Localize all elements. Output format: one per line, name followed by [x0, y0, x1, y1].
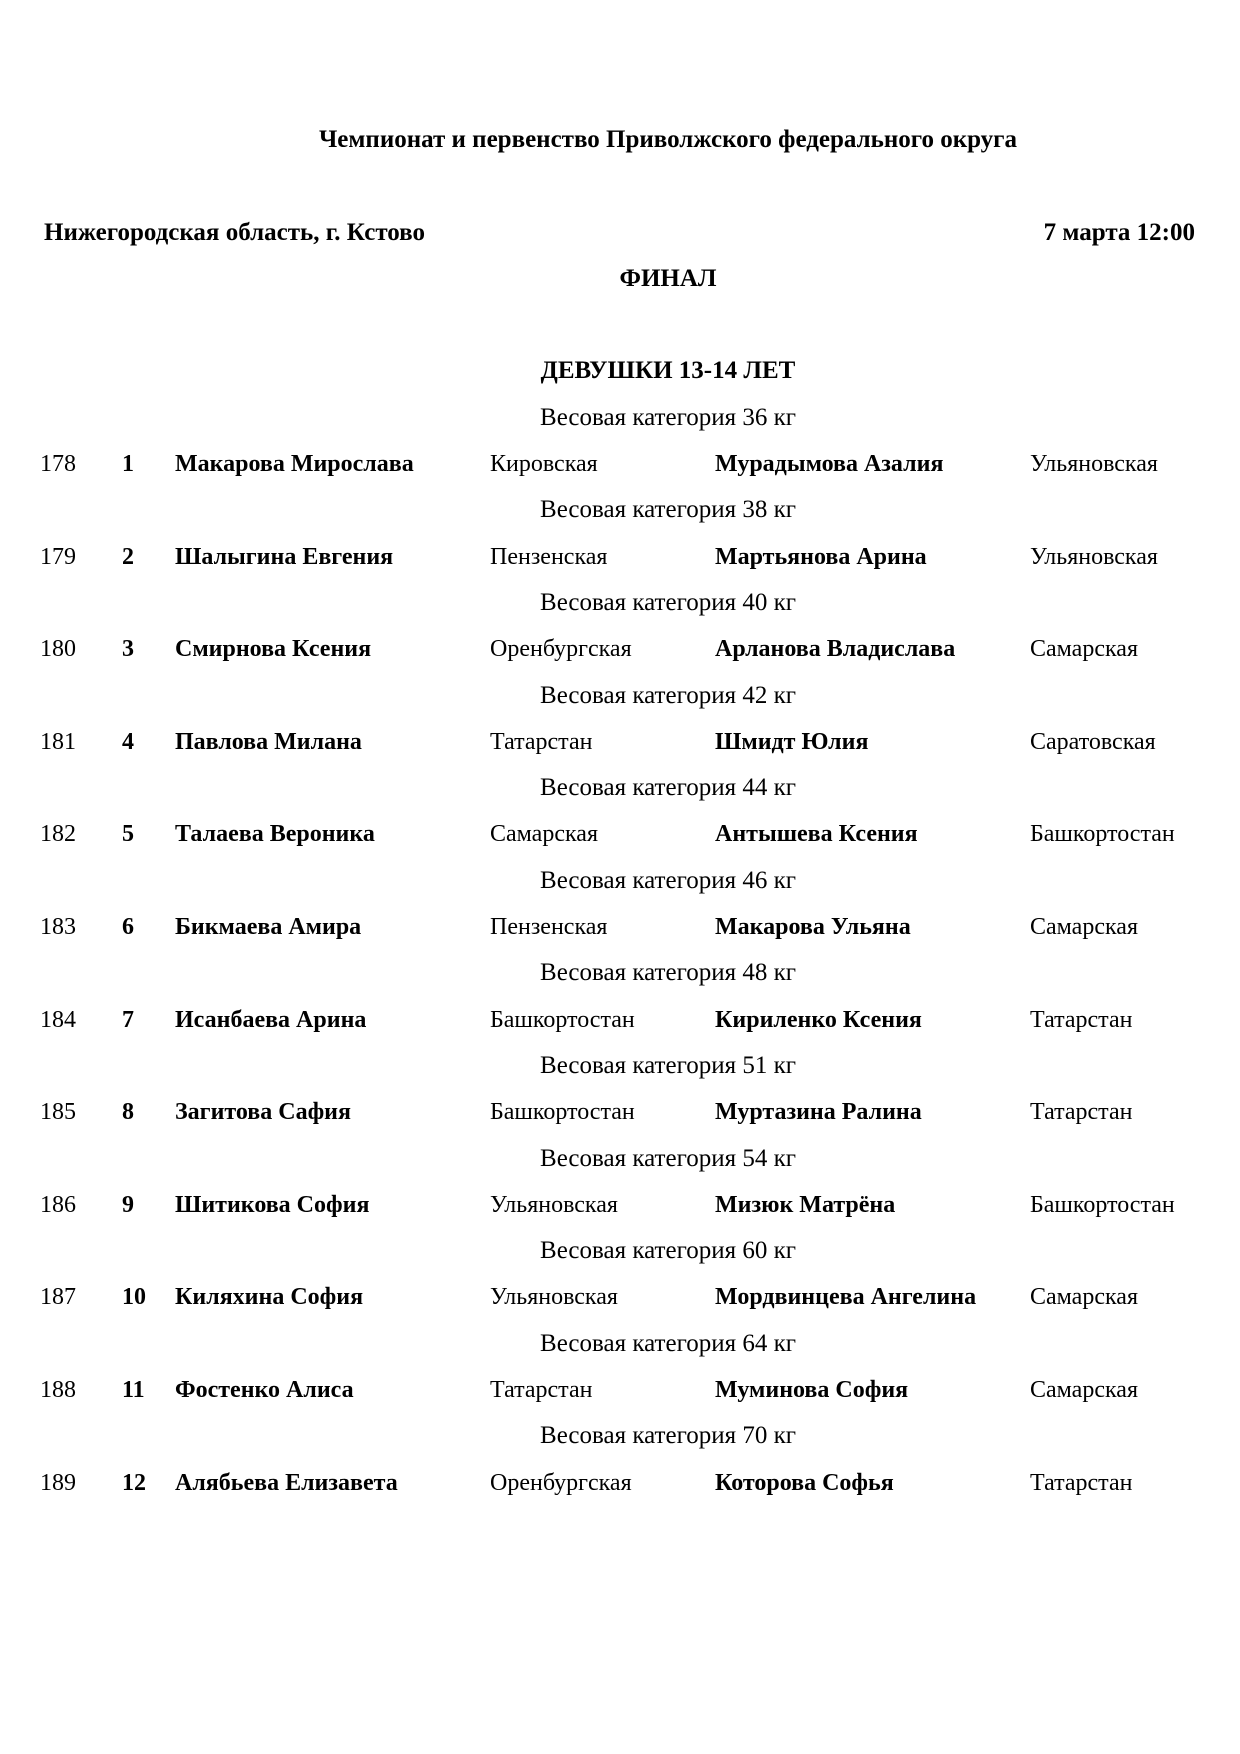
bout-row: [0, 626, 1240, 672]
athlete1-name: Смирнова Ксения: [175, 636, 372, 663]
weight-category-label: Весовая категория 60 кг: [540, 1237, 796, 1265]
athlete2-name: Мурадымова Азалия: [715, 451, 944, 478]
athlete1-name: Макарова Мирослава: [175, 451, 414, 478]
weight-category-label: Весовая категория 64 кг: [540, 1329, 796, 1357]
bout-order-number: 179: [40, 543, 76, 570]
location-date-line: [0, 210, 1240, 256]
athlete2-name: Мартьянова Арина: [715, 543, 927, 570]
athlete1-name: Бикмаева Амира: [175, 914, 362, 941]
athlete2-region: Татарстан: [1030, 1006, 1133, 1033]
bout-number: 7: [122, 1006, 134, 1033]
weight-category-label: Весовая категория 38 кг: [540, 496, 796, 524]
bout-row: [0, 534, 1240, 580]
athlete1-name: Талаева Вероника: [175, 821, 375, 848]
age-group-title: ДЕВУШКИ 13-14 ЛЕТ: [540, 357, 796, 385]
athlete1-name: Шитикова София: [175, 1191, 370, 1218]
athlete2-name: Кириленко Ксения: [715, 1006, 922, 1033]
bout-row: [0, 997, 1240, 1043]
event-datetime: 7 марта 12:00: [1043, 218, 1195, 246]
weight-category-label: Весовая категория 54 кг: [540, 1144, 796, 1172]
athlete2-region: Ульяновская: [1030, 451, 1158, 478]
bout-number: 1: [122, 451, 134, 478]
event-location: Нижегородская область, г. Кстово: [44, 218, 425, 246]
bout-row: [0, 1182, 1240, 1228]
athlete2-name: Муртазина Ралина: [715, 1099, 922, 1126]
weight-category-label: Весовая категория 51 кг: [540, 1051, 796, 1079]
athlete2-region: Ульяновская: [1030, 543, 1158, 570]
bout-order-number: 186: [40, 1191, 76, 1218]
athlete1-name: Шалыгина Евгения: [175, 543, 394, 570]
athlete2-region: Самарская: [1030, 1377, 1138, 1404]
athlete1-region: Пензенская: [490, 543, 608, 570]
athlete1-name: Загитова Сафия: [175, 1099, 351, 1126]
bout-order-number: 178: [40, 451, 76, 478]
bout-row: [0, 904, 1240, 950]
athlete1-name: Исанбаева Арина: [175, 1006, 367, 1033]
bouts-list: [0, 395, 1240, 1506]
athlete1-region: Оренбургская: [490, 636, 632, 663]
athlete1-name: Павлова Милана: [175, 728, 362, 755]
weight-category-label: Весовая категория 70 кг: [540, 1422, 796, 1450]
athlete2-region: Самарская: [1030, 914, 1138, 941]
bout-order-number: 185: [40, 1099, 76, 1126]
athlete2-name: Арланова Владислава: [715, 636, 956, 663]
weight-category-label: Весовая категория 46 кг: [540, 866, 796, 894]
athlete2-name: Которова Софья: [715, 1469, 894, 1496]
athlete2-name: Шмидт Юлия: [715, 728, 869, 755]
spacer: [0, 302, 1240, 348]
bout-number: 6: [122, 914, 134, 941]
athlete2-region: Самарская: [1030, 1284, 1138, 1311]
bout-number: 8: [122, 1099, 134, 1126]
spacer: [0, 163, 1240, 209]
bout-order-number: 189: [40, 1469, 76, 1496]
athlete2-region: Татарстан: [1030, 1469, 1133, 1496]
bout-row: [0, 1460, 1240, 1506]
bout-row: [0, 811, 1240, 857]
bout-number: 4: [122, 728, 134, 755]
athlete1-region: Ульяновская: [490, 1284, 618, 1311]
athlete1-name: Алябьева Елизавета: [175, 1469, 398, 1496]
athlete1-region: Самарская: [490, 821, 598, 848]
page-title: Чемпионат и первенство Приволжского федерального округа: [318, 126, 1018, 153]
athlete1-region: Пензенская: [490, 914, 608, 941]
bout-number: 9: [122, 1191, 134, 1218]
bout-number: 2: [122, 543, 134, 570]
athlete1-region: Татарстан: [490, 728, 593, 755]
bout-row: [0, 441, 1240, 487]
bout-number: 11: [122, 1377, 145, 1404]
bout-number: 5: [122, 821, 134, 848]
athlete1-region: Кировская: [490, 451, 598, 478]
weight-category-label: Весовая категория 48 кг: [540, 959, 796, 987]
bout-order-number: 180: [40, 636, 76, 663]
athlete1-region: Татарстан: [490, 1377, 593, 1404]
weight-category-label: Весовая категория 44 кг: [540, 774, 796, 802]
athlete2-name: Муминова София: [715, 1377, 909, 1404]
athlete2-name: Антышева Ксения: [715, 821, 918, 848]
bout-row: [0, 1367, 1240, 1413]
bout-order-number: 182: [40, 821, 76, 848]
athlete2-name: Мордвинцева Ангелина: [715, 1284, 977, 1311]
bout-number: 12: [122, 1469, 146, 1496]
bout-order-number: 184: [40, 1006, 76, 1033]
bout-number: 10: [122, 1284, 146, 1311]
athlete2-name: Макарова Ульяна: [715, 914, 911, 941]
athlete2-region: Самарская: [1030, 636, 1138, 663]
bout-row: [0, 719, 1240, 765]
weight-category-label: Весовая категория 36 кг: [540, 403, 796, 431]
athlete2-region: Саратовская: [1030, 728, 1156, 755]
athlete1-region: Башкортостан: [490, 1006, 635, 1033]
bout-order-number: 181: [40, 728, 76, 755]
stage-title: ФИНАЛ: [619, 264, 717, 292]
bout-row: [0, 1089, 1240, 1135]
bout-order-number: 188: [40, 1377, 76, 1404]
bout-order-number: 183: [40, 914, 76, 941]
bout-row: [0, 1274, 1240, 1320]
weight-category-label: Весовая категория 42 кг: [540, 681, 796, 709]
athlete1-name: Киляхина София: [175, 1284, 364, 1311]
bout-order-number: 187: [40, 1284, 76, 1311]
athlete1-region: Оренбургская: [490, 1469, 632, 1496]
athlete1-region: Ульяновская: [490, 1191, 618, 1218]
athlete2-region: Башкортостан: [1030, 821, 1175, 848]
athlete1-name: Фостенко Алиса: [175, 1377, 354, 1404]
athlete2-name: Мизюк Матрёна: [715, 1191, 896, 1218]
athlete2-region: Башкортостан: [1030, 1191, 1175, 1218]
weight-category-label: Весовая категория 40 кг: [540, 588, 796, 616]
athlete1-region: Башкортостан: [490, 1099, 635, 1126]
bout-number: 3: [122, 636, 134, 663]
athlete2-region: Татарстан: [1030, 1099, 1133, 1126]
